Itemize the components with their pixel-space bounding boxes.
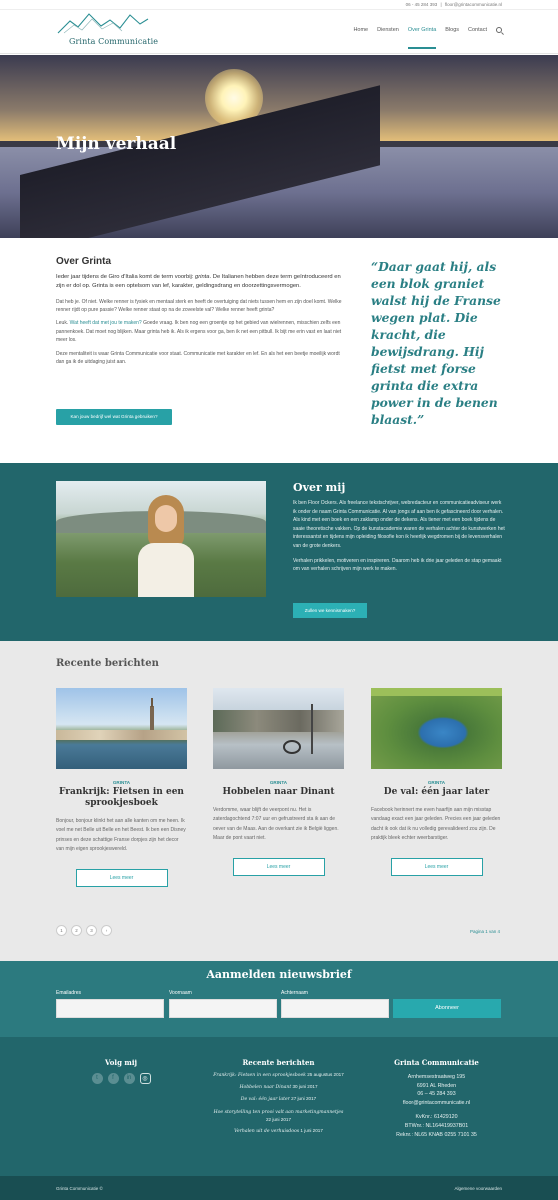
twitter-icon[interactable]: t: [92, 1073, 103, 1084]
company-address: Arnhemsestraatweg 195 6991 AL Rheden 06 – 45 284 393 floor@grintacommunicatie.nl: [371, 1073, 502, 1107]
portrait-photo: [56, 481, 266, 597]
footer-post-list: [213, 1071, 344, 1135]
site-footer: [0, 1037, 558, 1176]
about-heading: Over mij: [293, 481, 346, 494]
intro-paragraph-1: Dat heb je. Of niet. Welke renner is fysiek en mentaal sterk en heeft de overtuiging dat niets tussen hem en zijn doel komt. Welke renner rijdt op pure passie? Welke renner staat op na de zoveelste val? Welke renner heeft grinta?: [56, 298, 342, 313]
top-contact: [404, 2, 502, 7]
mountain-logo-icon: [56, 11, 150, 37]
footer-recent-posts: [213, 1058, 344, 1135]
post-category[interactable]: GRINTA: [427, 780, 446, 785]
linkedin-icon[interactable]: in: [124, 1073, 135, 1084]
logo-text: Grinta Communicatie: [69, 37, 159, 46]
nav-over-grinta[interactable]: Over Grinta: [408, 27, 436, 36]
about-section: [0, 463, 558, 641]
read-more-button[interactable]: Lees meer: [233, 858, 325, 876]
bottom-bar: [0, 1176, 558, 1200]
top-bar: [0, 0, 558, 10]
footer-post-item[interactable]: Hobbelen naar Dinant 30 juni 2017: [239, 1084, 318, 1091]
copyright: Grinta Communicatie ©: [56, 1186, 103, 1191]
nav-blogs[interactable]: Blogs: [445, 27, 460, 33]
post-card: [371, 688, 502, 876]
page-2[interactable]: 2: [71, 925, 82, 936]
lastname-field[interactable]: [281, 999, 389, 1018]
footer-phone[interactable]: 06 – 45 284 393: [417, 1091, 456, 1098]
instagram-icon[interactable]: ◎: [140, 1073, 151, 1084]
top-phone[interactable]: 06 - 45 284 393: [405, 2, 438, 7]
newsletter-section: [0, 961, 558, 1037]
site-header: [0, 10, 558, 54]
nav-contact[interactable]: Contact: [468, 27, 487, 33]
firstname-field[interactable]: [169, 999, 277, 1018]
pagination: [56, 925, 112, 936]
post-category[interactable]: GRINTA: [112, 780, 131, 785]
subscribe-button[interactable]: Abonneer: [393, 999, 501, 1018]
intro-lead: Ieder jaar tijdens de Giro d'Italia komt de term voorbij: grinta. De Italianen hebben deze term geïntroduceerd en zijn er dol op. Grinta is een optelsom van lef, karakter, geldingsdrang en doorzettingsvermogen.: [56, 274, 341, 290]
post-title[interactable]: De val: één jaar later: [383, 787, 490, 797]
company-heading: Grinta Communicatie: [394, 1058, 479, 1067]
footer-post-item[interactable]: Hoe storytelling ten prooi valt aan marketingmannetjes 22 juni 2017: [213, 1109, 344, 1122]
hero-title: Mijn verhaal: [56, 134, 177, 154]
page-3[interactable]: 3: [86, 925, 97, 936]
post-title[interactable]: Frankrijk: Fietsen in een sprookjesboek: [59, 787, 184, 808]
footer-post-item[interactable]: Verhalen uit de verhuisdoos 1 juni 2017: [234, 1128, 323, 1135]
follow-heading: Volg mij: [104, 1058, 138, 1067]
post-category[interactable]: GRINTA: [269, 780, 288, 785]
post-image-dinant[interactable]: [213, 688, 344, 769]
email-label: Emailadres: [56, 990, 82, 996]
newsletter-heading: Aanmelden nieuwsbrief: [206, 968, 352, 981]
read-more-button[interactable]: Lees meer: [391, 858, 483, 876]
meet-button[interactable]: Zullen we kennismaken?: [293, 603, 367, 618]
lastname-label: Achternaam: [281, 990, 308, 996]
about-text: [293, 499, 505, 580]
footer-post-item[interactable]: Frankrijk: Fietsen in een sprookjesboek 25 augustus 2017: [213, 1072, 344, 1078]
footer-follow: [56, 1058, 186, 1084]
search-icon[interactable]: [496, 27, 502, 33]
top-email[interactable]: floor@grintacommunicatie.nl: [444, 2, 502, 7]
post-card: [56, 688, 187, 887]
main-nav: [353, 27, 502, 36]
post-title[interactable]: Hobbelen naar Dinant: [222, 787, 335, 797]
post-excerpt: Facebook herinnert me even haarfijn aan mijn misstap vandaag exact een jaar geleden. Precies een jaar geleden dacht ik ook dat ik nu volledig gerevalideerd zou zijn. De praktijk bleek echter weerbarstiger.: [371, 807, 501, 842]
page-1[interactable]: 1: [56, 925, 67, 936]
email-field[interactable]: [56, 999, 164, 1018]
intro-paragraph-3: Deze mentaliteit is waar Grinta Communicatie voor staat. Communicatie met karakter en lef. En als het een beetje moeilijk wordt dan ga ik de uitdaging juist aan.: [56, 350, 340, 366]
firstname-label: Voornaam: [169, 990, 192, 996]
intro-heading: Over Grinta: [56, 256, 112, 267]
intro-section: [56, 256, 342, 371]
terms-link[interactable]: Algemene voorwaarden: [454, 1186, 502, 1191]
company-registration: KvKnr.: 61429120 BTWnr.: NL164419937B01 Reknr.: NL65 KNAB 0255 7101 35: [396, 1114, 477, 1138]
cycling-quote: “Daar gaat hij, als een blok graniet walst hij de Franse wegen plat. Die kracht, die bewijsdrang. Hij fietst met forse grinta die extra power in de benen blaast.”: [371, 259, 501, 427]
footer-post-item[interactable]: De val: één jaar later 27 juni 2017: [240, 1096, 317, 1103]
page-info: Pagina 1 van 4: [469, 929, 500, 934]
footer-posts-heading: Recente berichten: [242, 1058, 315, 1067]
post-image-village[interactable]: [56, 688, 187, 769]
facebook-icon[interactable]: f: [108, 1073, 119, 1084]
nav-diensten[interactable]: Diensten: [377, 27, 399, 33]
nav-home[interactable]: Home: [353, 27, 369, 33]
logo[interactable]: [56, 11, 159, 49]
about-paragraph-1: Ik ben Floor Ockers. Als freelance tekstschrijver, webredacteur en communicatieadviseur werk ik onder de naam Grinta Communicatie. Al van jongs af aan ben ik gefascineerd door verhalen. Als kind met een boek en een zaklamp onder de dekens. Als tiener met een boek tijdens de saaie theoretische vakken. Op de kunstacademie waren de verhalen achter de kunstwerken het interessantst en tijdens mijn opleiding filosofie kon ik heerlijk wegdromen bij de levensverhalen van de grote denkers.: [293, 500, 505, 549]
intro-link[interactable]: Wat heeft dat met jou te maken?: [69, 320, 142, 327]
post-excerpt: Verdomme, waar blijft de veerpont nu. Het is zaterdagochtend 7:07 uur en gefrustreerd sta ik aan de oever van de Maas. Aan de overkant zie ik België liggen. Maar de pont vaart niet.: [213, 807, 339, 842]
footer-company: [371, 1058, 502, 1139]
post-excerpt: Bonjour, bonjour klinkt het aan alle kanten om me heen. Ik voel me net Belle uit Belle en het Beest. Ik ben een Disney prinses en deze schattige Franse dorpjes zijn het decor van mijn eigen sprookjeswereld.: [56, 818, 186, 853]
about-paragraph-2: Verhalen prikkelen, motiveren en inspireren. Daarom heb ik drie jaar geleden de stap gemaakt om van verhalen schrijven mijn werk te maken.: [293, 557, 502, 573]
top-separator: |: [440, 2, 442, 7]
grinta-cta-button[interactable]: Kan jouw bedrijf wel wat Grinta gebruiken?: [56, 409, 172, 425]
social-links: [56, 1073, 186, 1084]
post-image-lake[interactable]: [371, 688, 502, 769]
recent-heading: Recente berichten: [56, 658, 159, 669]
post-card: [213, 688, 344, 876]
intro-paragraph-2: Leuk. Wat heeft dat met jou te maken? Goede vraag. Ik ben nog een groentje op het gebied van wielrennen, misschien zelfs een pannenkoek. Dat moet nog blijken. Maar grinta heb ik. Als ik ergens voor ga, ben ik net een pitbull. Ik bijt me erin vast en laat niet meer los.: [56, 320, 342, 344]
read-more-button[interactable]: Lees meer: [76, 869, 168, 887]
next-page-icon[interactable]: ›: [101, 925, 112, 936]
recent-posts-section: [0, 641, 558, 961]
footer-email[interactable]: floor@grintacommunicatie.nl: [402, 1099, 471, 1106]
